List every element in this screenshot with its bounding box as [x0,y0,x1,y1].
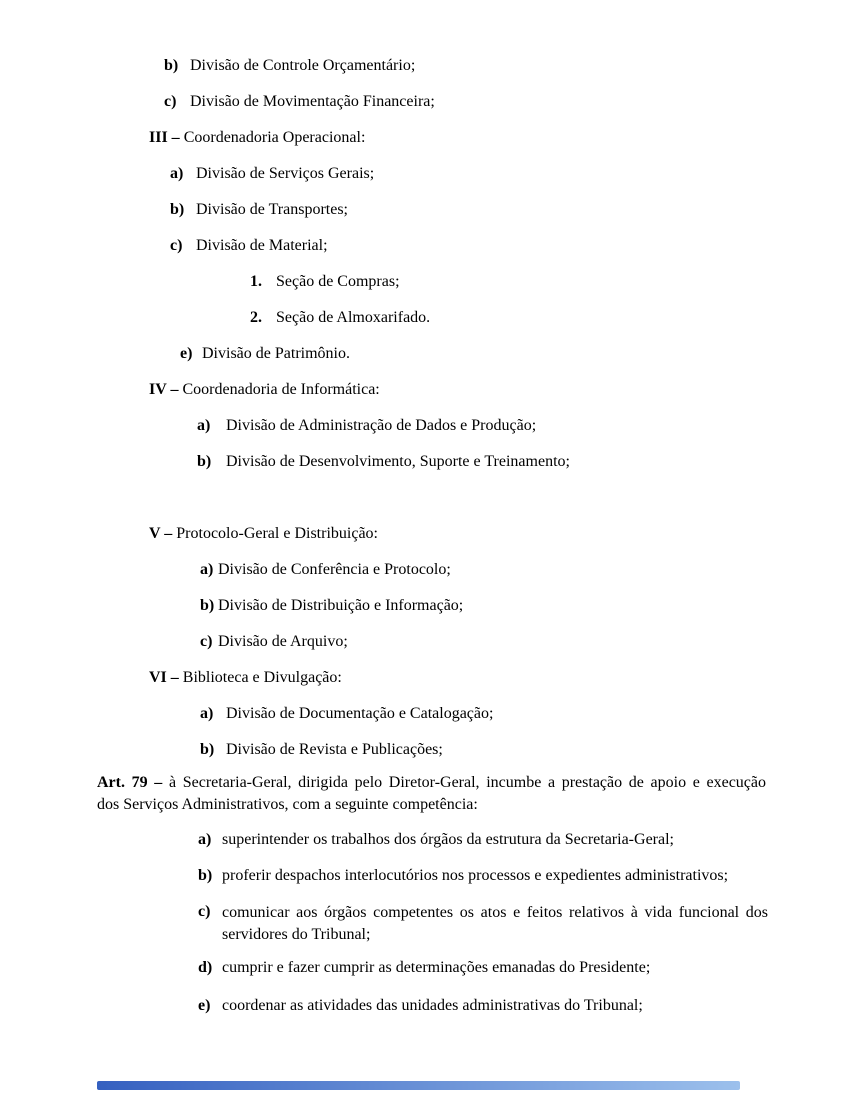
list-item-roman [149,128,365,148]
list-item-text-line1: comunicar aos órgãos competentes os atos e feitos relativos à vida funcional dos [222,904,768,921]
article-79-line2: dos Serviços Administrativos, com a seguinte competência: [97,796,478,813]
footer-divider-bar [97,1081,740,1090]
list-item-text: Divisão de Administração de Dados e Produção; [226,417,537,434]
list-item [198,866,728,886]
list-item-label: b) [200,597,215,614]
list-item-text: Coordenadoria de Informática: [182,381,380,398]
list-item-text: Biblioteca e Divulgação: [182,669,342,686]
list-item-label: c) [200,633,213,650]
list-item-text: Divisão de Documentação e Catalogação; [226,705,494,722]
list-item-label: b) [170,201,185,218]
article-79-text: à Secretaria-Geral, dirigida pelo Diretor-Geral, incumbe a prestação de apoio e execução [168,774,766,791]
list-item-label: VI – [149,669,179,686]
list-item-text: Divisão de Desenvolvimento, Suporte e Treinamento; [226,453,570,470]
list-item-label: c) [170,237,183,254]
list-item-label: a) [200,561,214,578]
list-item-text: Divisão de Controle Orçamentário; [190,57,416,74]
list-item [170,200,348,220]
list-item-label: 2. [250,309,262,326]
list-item-text: Divisão de Distribuição e Informação; [218,597,464,614]
list-item [164,92,435,112]
list-item-numbered [250,308,430,328]
article-79-paragraph [97,772,766,816]
list-item [200,632,348,652]
list-item-text: cumprir e fazer cumprir as determinações emanadas do Presidente; [222,959,651,976]
list-item [198,996,643,1016]
list-item-text: superintender os trabalhos dos órgãos da estrutura da Secretaria-Geral; [222,831,674,848]
list-item-text: proferir despachos interlocutórios nos processos e expedientes administrativos; [222,867,729,884]
list-item [164,56,415,76]
list-item-label: IV – [149,381,179,398]
list-item [200,560,451,580]
list-item-label: b) [198,867,213,884]
list-item [170,164,374,184]
list-item-label: c) [164,93,177,110]
list-item-label: e) [180,345,193,362]
list-item-text: Coordenadoria Operacional: [183,129,366,146]
list-item-label: b) [200,741,215,758]
list-item [200,596,463,616]
list-item-numbered [250,272,400,292]
list-item-text: Seção de Compras; [276,273,400,290]
list-item-text: Divisão de Arquivo; [218,633,348,650]
list-item-text: Divisão de Patrimônio. [202,345,350,362]
list-item [200,704,493,724]
list-item-text-line2: servidores do Tribunal; [222,926,371,943]
list-item-text: Seção de Almoxarifado. [276,309,431,326]
list-item-label: III – [149,129,180,146]
article-79-label: Art. 79 – [97,774,163,791]
article-79-line1 [97,772,766,794]
list-item-roman [149,524,378,544]
list-item-label: c) [198,903,211,920]
list-item-text: Divisão de Material; [196,237,328,254]
list-item-label: V – [149,525,173,542]
list-item-wrapped-text [222,902,768,946]
list-item-roman [149,380,380,400]
list-item-label-wrap [198,902,222,922]
list-item-text: Divisão de Serviços Gerais; [196,165,375,182]
list-item-label: d) [198,959,213,976]
list-item-label: a) [200,705,214,722]
list-item-label: b) [164,57,179,74]
list-item-text: coordenar as atividades das unidades administrativas do Tribunal; [222,997,643,1014]
list-item-label: a) [197,417,211,434]
list-item-text: Divisão de Conferência e Protocolo; [218,561,451,578]
list-item [170,236,328,256]
list-item-label: a) [198,831,212,848]
list-item [180,344,350,364]
list-item-label: b) [197,453,212,470]
list-item-text: Divisão de Movimentação Financeira; [190,93,435,110]
list-item-roman [149,668,342,688]
list-item-label: a) [170,165,184,182]
list-item-text: Divisão de Revista e Publicações; [226,741,443,758]
list-item [197,416,536,436]
list-item-label: 1. [250,273,262,290]
list-item [200,740,443,760]
list-item-text: Divisão de Transportes; [196,201,348,218]
list-item-label: e) [198,997,211,1014]
list-item [198,830,674,850]
list-item [198,958,650,978]
list-item [197,452,570,472]
list-item-text: Protocolo-Geral e Distribuição: [176,525,378,542]
